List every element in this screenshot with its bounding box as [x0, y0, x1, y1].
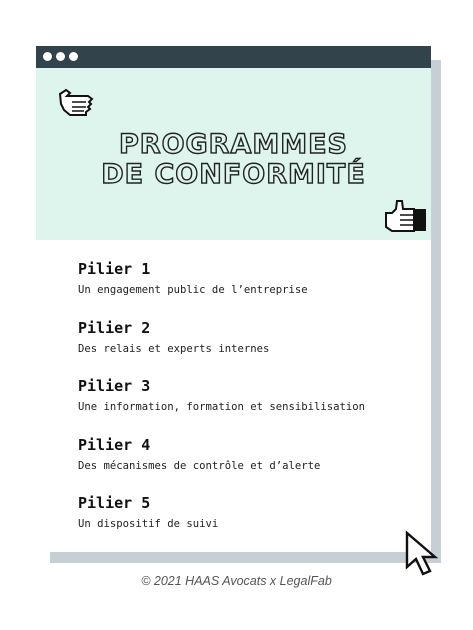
hero-banner — [36, 68, 431, 240]
pillar-item — [78, 494, 418, 553]
page-title-line2: DE CONFORMITÉ — [101, 159, 366, 190]
pillar-description: Une information, formation et sensibilisation — [78, 401, 366, 413]
browser-window — [36, 46, 431, 552]
window-titlebar — [36, 46, 431, 68]
pillars-list — [78, 260, 418, 553]
page-title — [36, 130, 431, 190]
pillar-description: Des mécanismes de contrôle et d’alerte — [78, 459, 321, 472]
arrow-cursor-icon — [404, 530, 444, 578]
pillar-item — [78, 319, 418, 378]
thumbs-up-icon — [384, 199, 428, 233]
pillar-title: Pilier 3 — [78, 377, 151, 395]
pillar-title: Pilier 4 — [78, 435, 151, 454]
window-dot-icon — [43, 52, 52, 61]
pillar-item — [78, 377, 418, 436]
page-title-line1: PROGRAMMES — [118, 129, 348, 160]
pointing-hand-icon — [58, 88, 100, 118]
window-dot-icon — [69, 52, 78, 61]
pillar-title: Pilier 1 — [78, 260, 151, 278]
pillar-title: Pilier 5 — [78, 494, 151, 512]
pillar-item — [78, 436, 418, 495]
pillar-description: Des relais et experts internes — [78, 342, 270, 355]
copyright-footer: © 2021 HAAS Avocats x LegalFab — [141, 574, 332, 588]
pillar-title: Pilier 2 — [78, 318, 151, 337]
pillar-description: Un dispositif de suivi — [78, 518, 219, 530]
pillar-description: Un engagement public de l’entreprise — [78, 284, 308, 296]
window-dot-icon — [56, 52, 65, 61]
pillar-item — [78, 260, 418, 319]
